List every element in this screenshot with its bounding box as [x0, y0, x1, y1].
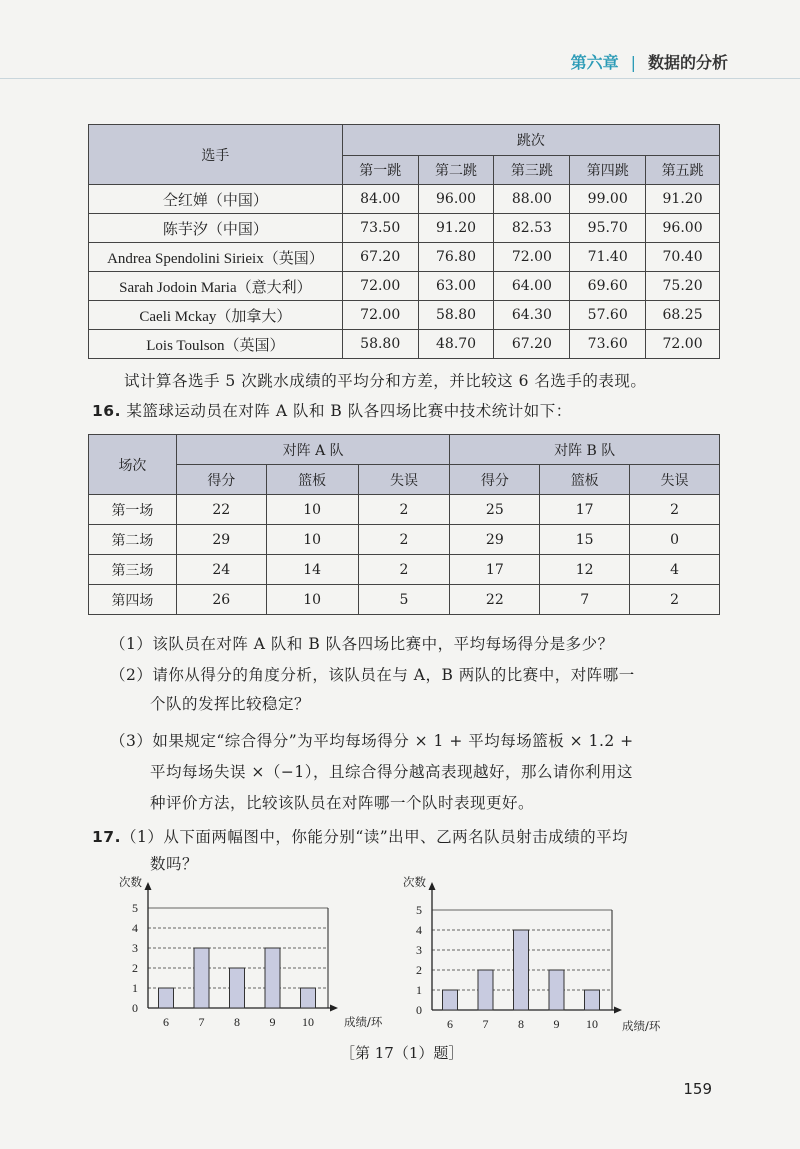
bar [443, 990, 458, 1010]
score-cell: 58.80 [342, 330, 418, 359]
score-cell: 96.00 [646, 214, 720, 243]
stat-cell: 29 [450, 525, 540, 555]
stat-cell: 25 [450, 495, 540, 525]
q16-sub2-line1: （2）请你从得分的角度分析，该队员在与 A，B 两队的比赛中，对阵哪一 [110, 666, 635, 684]
stat-cell: 10 [266, 525, 358, 555]
y-tick-label: 2 [416, 963, 422, 977]
jump-group-header: 跳次 [342, 125, 719, 156]
score-cell: 99.00 [570, 185, 646, 214]
bar [194, 948, 209, 1008]
y-tick-label: 3 [132, 941, 138, 955]
score-cell: 48.70 [418, 330, 494, 359]
score-cell: 91.20 [646, 185, 720, 214]
stat-cell: 22 [450, 585, 540, 615]
stat-cell: 17 [540, 495, 630, 525]
score-cell: 68.25 [646, 301, 720, 330]
bar [514, 930, 529, 1010]
score-cell: 67.20 [342, 243, 418, 272]
bar-chart-1 [112, 872, 402, 1032]
score-cell: 70.40 [646, 243, 720, 272]
x-tick-label: 7 [198, 1015, 205, 1029]
team-a-header: 对阵 A 队 [176, 435, 450, 465]
x-tick-label: 9 [269, 1015, 276, 1029]
stat-cell: 29 [176, 525, 266, 555]
stat-cell: 22 [176, 495, 266, 525]
q17-text: （1）从下面两幅图中，你能分别“读”出甲、乙两名队员射击成绩的平均 [120, 828, 629, 846]
score-cell: 73.60 [570, 330, 646, 359]
stat-cell: 2 [358, 555, 450, 585]
stat-cell: 10 [266, 585, 358, 615]
score-cell: 88.00 [494, 185, 570, 214]
table-row [89, 585, 720, 615]
player-name: 仝红婵（中国） [89, 185, 343, 214]
x-axis-label: 成绩/环 [622, 1019, 661, 1032]
x-tick-label: 9 [553, 1017, 560, 1031]
q16-sub3-line1: （3）如果规定“综合得分”为平均每场得分 × 1 + 平均每场篮板 × 1.2 + [110, 732, 634, 750]
score-cell: 72.00 [342, 301, 418, 330]
score-cell: 64.00 [494, 272, 570, 301]
table-row [89, 525, 720, 555]
player-name: Andrea Spendolini Sirieix（英国） [89, 243, 343, 272]
y-tick-label: 4 [416, 923, 422, 937]
team-b-header: 对阵 B 队 [450, 435, 720, 465]
q16-sub3-line3: 种评价方法，比较该队员在对阵哪一个队时表现更好。 [150, 794, 535, 812]
score-cell: 72.00 [342, 272, 418, 301]
q16-text: 某篮球运动员在对阵 A 队和 B 队各四场比赛中技术统计如下： [126, 402, 572, 420]
page-number: 159 [683, 1080, 712, 1098]
y-tick-label: 0 [132, 1001, 138, 1015]
y-axis-arrow-icon [429, 882, 436, 890]
q15-instruction: 试计算各选手 5 次跳水成绩的平均分和方差，并比较这 6 名选手的表现。 [124, 372, 647, 390]
bar [265, 948, 280, 1008]
stat-header: 篮板 [540, 465, 630, 495]
y-axis-arrow-icon [145, 882, 152, 890]
x-tick-label: 8 [234, 1015, 240, 1029]
x-tick-label: 10 [302, 1015, 314, 1029]
diving-scores-table [88, 124, 720, 359]
q16-stem [92, 400, 572, 422]
question-number: 16. [92, 402, 121, 420]
chapter-label: 第六章 [570, 53, 619, 72]
stat-header: 得分 [176, 465, 266, 495]
table-row [89, 301, 720, 330]
stat-cell: 14 [266, 555, 358, 585]
stat-cell: 17 [450, 555, 540, 585]
score-cell: 95.70 [570, 214, 646, 243]
player-name: 陈芋汐（中国） [89, 214, 343, 243]
player-header: 选手 [89, 125, 343, 185]
bar [159, 988, 174, 1008]
score-cell: 72.00 [646, 330, 720, 359]
stat-cell: 0 [630, 525, 720, 555]
stat-header: 篮板 [266, 465, 358, 495]
score-cell: 67.20 [494, 330, 570, 359]
score-cell: 57.60 [570, 301, 646, 330]
q16-sub2-line2: 个队的发挥比较稳定？ [150, 695, 311, 713]
jump-header: 第一跳 [342, 156, 418, 185]
game-header: 场次 [89, 435, 177, 495]
player-name: Caeli Mckay（加拿大） [89, 301, 343, 330]
chart1-plot [119, 875, 338, 1029]
y-tick-label: 0 [416, 1003, 422, 1017]
x-tick-label: 6 [447, 1017, 453, 1031]
y-axis-label: 次数 [403, 875, 426, 889]
score-cell: 76.80 [418, 243, 494, 272]
x-axis-arrow-icon [614, 1007, 622, 1014]
stat-cell: 15 [540, 525, 630, 555]
stat-cell: 5 [358, 585, 450, 615]
bar [585, 990, 600, 1010]
stat-cell: 2 [358, 525, 450, 555]
stat-cell: 2 [358, 495, 450, 525]
q17-line1 [92, 826, 628, 848]
header-separator: | [630, 53, 636, 72]
stat-cell: 2 [630, 495, 720, 525]
y-tick-label: 5 [132, 901, 138, 915]
y-tick-label: 1 [416, 983, 422, 997]
x-tick-label: 8 [518, 1017, 524, 1031]
x-axis-arrow-icon [330, 1005, 338, 1012]
stat-cell: 12 [540, 555, 630, 585]
bar [478, 970, 493, 1010]
game-label: 第二场 [89, 525, 177, 555]
page-header [571, 50, 728, 73]
player-name: Lois Toulson（英国） [89, 330, 343, 359]
chapter-title: 数据的分析 [647, 53, 728, 72]
y-tick-label: 5 [416, 903, 422, 917]
score-cell: 63.00 [418, 272, 494, 301]
table-row [89, 555, 720, 585]
jump-header: 第五跳 [646, 156, 720, 185]
stat-header: 得分 [450, 465, 540, 495]
chart1-xlabel: 成绩/环 [344, 1015, 383, 1029]
stat-cell: 7 [540, 585, 630, 615]
table-row [89, 214, 720, 243]
stat-cell: 4 [630, 555, 720, 585]
score-cell: 58.80 [418, 301, 494, 330]
stat-header: 失误 [630, 465, 720, 495]
score-cell: 91.20 [418, 214, 494, 243]
x-tick-label: 6 [163, 1015, 169, 1029]
score-cell: 64.30 [494, 301, 570, 330]
jump-header: 第二跳 [418, 156, 494, 185]
stat-cell: 10 [266, 495, 358, 525]
bar-chart-2 [394, 872, 694, 1032]
table-row [89, 272, 720, 301]
q17-line2: 数吗？ [150, 855, 199, 873]
player-name: Sarah Jodoin Maria（意大利） [89, 272, 343, 301]
y-tick-label: 2 [132, 961, 138, 975]
bar [301, 988, 316, 1008]
score-cell: 69.60 [570, 272, 646, 301]
y-tick-label: 3 [416, 943, 422, 957]
bar [230, 968, 245, 1008]
score-cell: 73.50 [342, 214, 418, 243]
basketball-stats-table [88, 434, 720, 615]
x-tick-label: 10 [586, 1017, 598, 1031]
y-tick-label: 4 [132, 921, 138, 935]
jump-header: 第四跳 [570, 156, 646, 185]
q16-sub3-line2: 平均每场失误 ×（−1），且综合得分越高表现越好，那么请你利用这 [150, 763, 634, 781]
stat-cell: 26 [176, 585, 266, 615]
table-row [89, 243, 720, 272]
x-tick-label: 7 [482, 1017, 489, 1031]
table-row [89, 495, 720, 525]
chart2-plot [403, 875, 661, 1032]
figure-caption: ［第 17（1）题］ [340, 1044, 464, 1062]
bar [549, 970, 564, 1010]
score-cell: 96.00 [418, 185, 494, 214]
score-cell: 84.00 [342, 185, 418, 214]
stat-header: 失误 [358, 465, 450, 495]
score-cell: 71.40 [570, 243, 646, 272]
score-cell: 82.53 [494, 214, 570, 243]
score-cell: 75.20 [646, 272, 720, 301]
y-tick-label: 1 [132, 981, 138, 995]
game-label: 第三场 [89, 555, 177, 585]
header-rule [0, 78, 800, 79]
score-cell: 72.00 [494, 243, 570, 272]
table-row [89, 185, 720, 214]
y-axis-label: 次数 [119, 875, 142, 889]
q16-sub1: （1）该队员在对阵 A 队和 B 队各四场比赛中，平均每场得分是多少？ [110, 635, 614, 653]
stat-cell: 24 [176, 555, 266, 585]
jump-header: 第三跳 [494, 156, 570, 185]
game-label: 第一场 [89, 495, 177, 525]
game-label: 第四场 [89, 585, 177, 615]
question-number: 17. [92, 828, 121, 846]
table-row [89, 330, 720, 359]
stat-cell: 2 [630, 585, 720, 615]
